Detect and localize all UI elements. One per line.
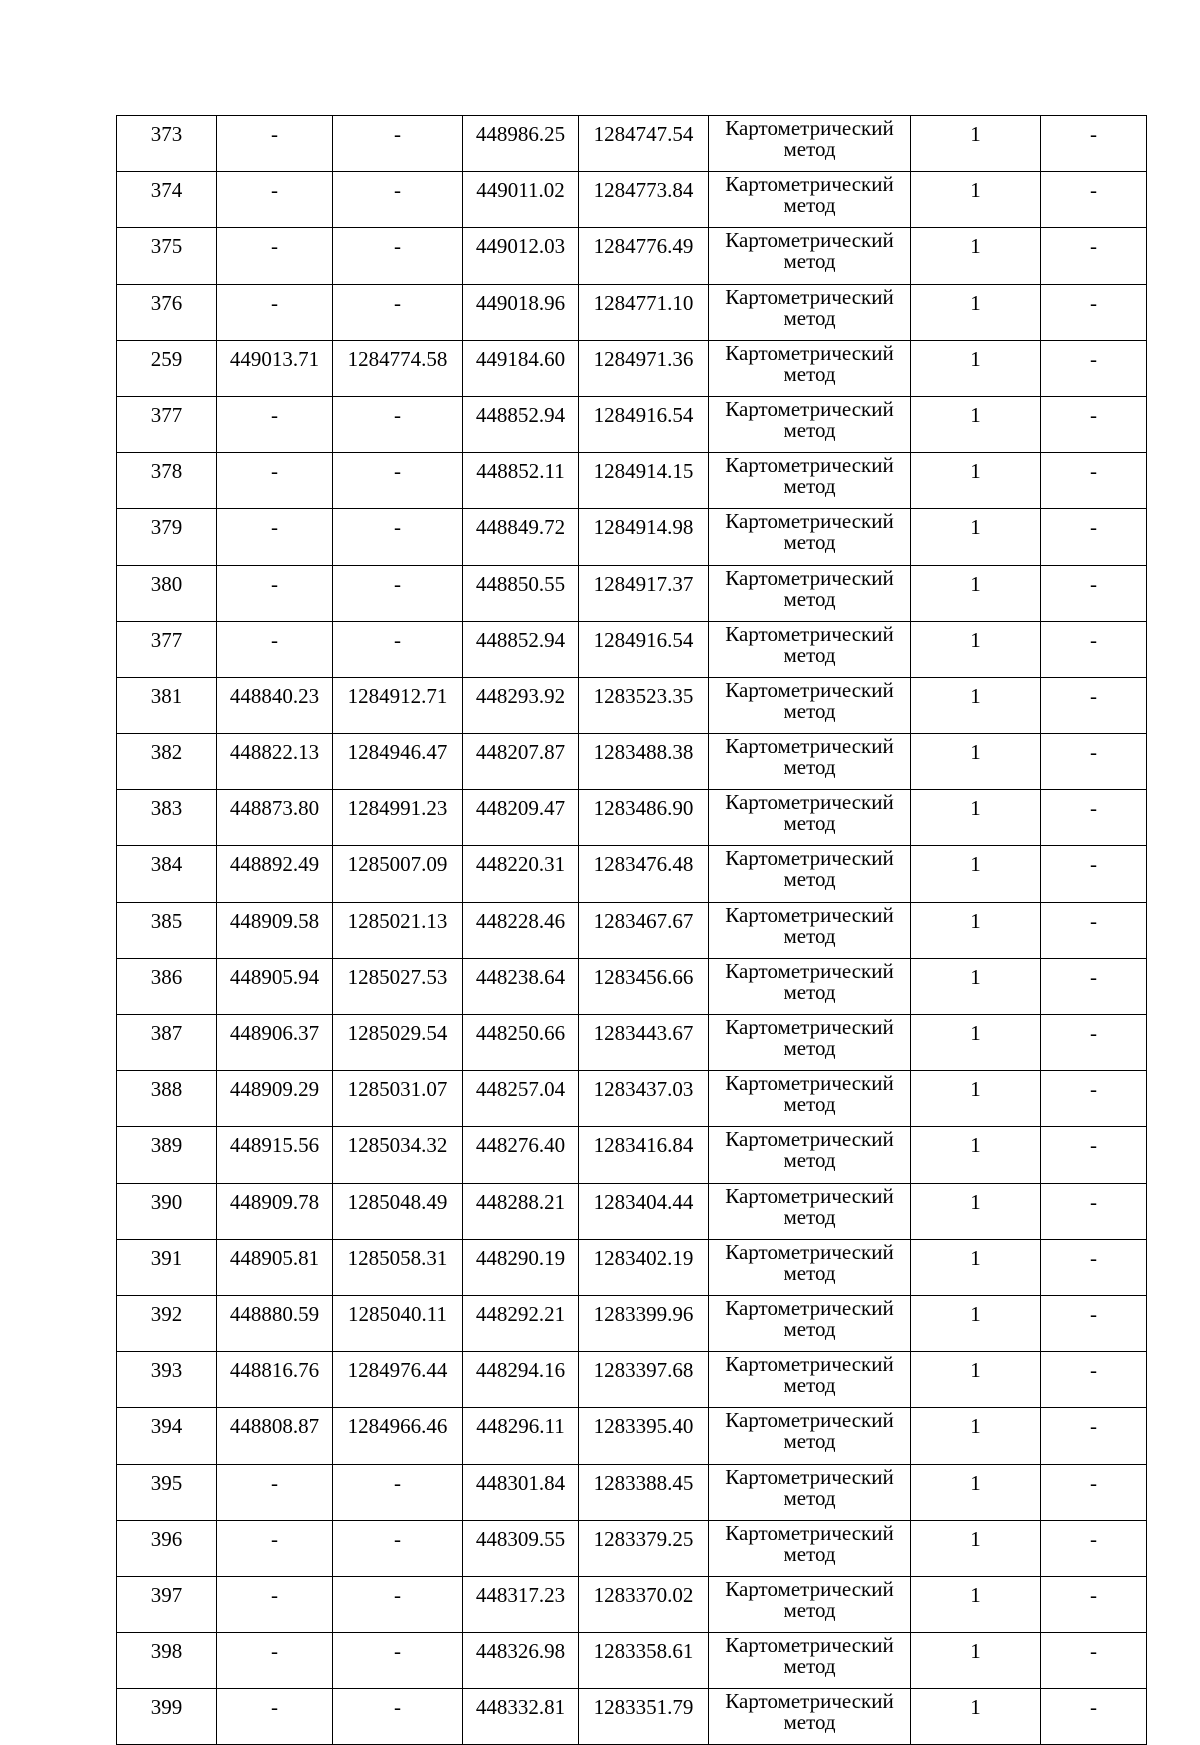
note-cell: - <box>1041 902 1147 958</box>
old-y-cell: - <box>333 116 463 172</box>
new-y-cell: 1284776.49 <box>579 228 709 284</box>
old-x-cell: - <box>217 172 333 228</box>
table-row <box>117 734 1147 790</box>
new-y-cell: 1284914.15 <box>579 453 709 509</box>
old-x-cell: - <box>217 509 333 565</box>
new-y-cell: 1284771.10 <box>579 284 709 340</box>
new-x-cell: 448296.11 <box>463 1408 579 1464</box>
method-cell: Картометрический метод <box>709 1071 911 1127</box>
new-x-cell: 448326.98 <box>463 1633 579 1689</box>
old-x-cell: - <box>217 1576 333 1632</box>
table-row <box>117 1633 1147 1689</box>
old-x-cell: - <box>217 396 333 452</box>
table-row <box>117 1127 1147 1183</box>
table-row <box>117 1071 1147 1127</box>
table-row <box>117 565 1147 621</box>
new-y-cell: 1283399.96 <box>579 1295 709 1351</box>
old-y-cell: 1284976.44 <box>333 1352 463 1408</box>
point-number-cell: 384 <box>117 846 217 902</box>
precision-cell: 1 <box>911 1015 1041 1071</box>
old-y-cell: 1284966.46 <box>333 1408 463 1464</box>
new-y-cell: 1284917.37 <box>579 565 709 621</box>
old-x-cell: 448880.59 <box>217 1295 333 1351</box>
method-cell: Картометрический метод <box>709 790 911 846</box>
new-x-cell: 448850.55 <box>463 565 579 621</box>
point-number-cell: 374 <box>117 172 217 228</box>
new-x-cell: 448852.11 <box>463 453 579 509</box>
table-body <box>117 116 1147 1745</box>
point-number-cell: 377 <box>117 396 217 452</box>
precision-cell: 1 <box>911 1352 1041 1408</box>
old-x-cell: 448808.87 <box>217 1408 333 1464</box>
old-y-cell: 1285048.49 <box>333 1183 463 1239</box>
method-cell: Картометрический метод <box>709 1352 911 1408</box>
old-y-cell: - <box>333 509 463 565</box>
point-number-cell: 389 <box>117 1127 217 1183</box>
new-y-cell: 1283437.03 <box>579 1071 709 1127</box>
note-cell: - <box>1041 1127 1147 1183</box>
new-y-cell: 1284971.36 <box>579 340 709 396</box>
note-cell: - <box>1041 790 1147 846</box>
old-x-cell: 448906.37 <box>217 1015 333 1071</box>
note-cell: - <box>1041 734 1147 790</box>
method-cell: Картометрический метод <box>709 677 911 733</box>
new-x-cell: 448288.21 <box>463 1183 579 1239</box>
note-cell: - <box>1041 1576 1147 1632</box>
point-number-cell: 379 <box>117 509 217 565</box>
old-y-cell: 1285031.07 <box>333 1071 463 1127</box>
old-y-cell: - <box>333 228 463 284</box>
note-cell: - <box>1041 1071 1147 1127</box>
table-row <box>117 1352 1147 1408</box>
method-cell: Картометрический метод <box>709 621 911 677</box>
old-x-cell: 448892.49 <box>217 846 333 902</box>
precision-cell: 1 <box>911 396 1041 452</box>
new-y-cell: 1283476.48 <box>579 846 709 902</box>
old-y-cell: 1284774.58 <box>333 340 463 396</box>
precision-cell: 1 <box>911 116 1041 172</box>
new-x-cell: 448228.46 <box>463 902 579 958</box>
precision-cell: 1 <box>911 621 1041 677</box>
point-number-cell: 391 <box>117 1239 217 1295</box>
old-x-cell: - <box>217 116 333 172</box>
old-x-cell: - <box>217 621 333 677</box>
note-cell: - <box>1041 284 1147 340</box>
note-cell: - <box>1041 1015 1147 1071</box>
new-x-cell: 448849.72 <box>463 509 579 565</box>
precision-cell: 1 <box>911 284 1041 340</box>
old-x-cell: - <box>217 284 333 340</box>
precision-cell: 1 <box>911 1239 1041 1295</box>
point-number-cell: 397 <box>117 1576 217 1632</box>
point-number-cell: 381 <box>117 677 217 733</box>
new-y-cell: 1284773.84 <box>579 172 709 228</box>
new-y-cell: 1283397.68 <box>579 1352 709 1408</box>
precision-cell: 1 <box>911 1689 1041 1745</box>
new-x-cell: 448209.47 <box>463 790 579 846</box>
point-number-cell: 386 <box>117 958 217 1014</box>
old-y-cell: 1284946.47 <box>333 734 463 790</box>
point-number-cell: 382 <box>117 734 217 790</box>
note-cell: - <box>1041 1464 1147 1520</box>
old-y-cell: - <box>333 1576 463 1632</box>
point-number-cell: 399 <box>117 1689 217 1745</box>
new-x-cell: 449184.60 <box>463 340 579 396</box>
precision-cell: 1 <box>911 1408 1041 1464</box>
precision-cell: 1 <box>911 340 1041 396</box>
new-y-cell: 1283395.40 <box>579 1408 709 1464</box>
table-row <box>117 1408 1147 1464</box>
table-row <box>117 621 1147 677</box>
old-x-cell: - <box>217 228 333 284</box>
new-y-cell: 1283358.61 <box>579 1633 709 1689</box>
old-y-cell: - <box>333 396 463 452</box>
method-cell: Картометрический метод <box>709 1633 911 1689</box>
table-row <box>117 396 1147 452</box>
new-x-cell: 448250.66 <box>463 1015 579 1071</box>
precision-cell: 1 <box>911 846 1041 902</box>
point-number-cell: 398 <box>117 1633 217 1689</box>
old-y-cell: 1285034.32 <box>333 1127 463 1183</box>
method-cell: Картометрический метод <box>709 1464 911 1520</box>
point-number-cell: 377 <box>117 621 217 677</box>
old-y-cell: 1285040.11 <box>333 1295 463 1351</box>
precision-cell: 1 <box>911 1520 1041 1576</box>
note-cell: - <box>1041 116 1147 172</box>
new-x-cell: 448309.55 <box>463 1520 579 1576</box>
table-row <box>117 790 1147 846</box>
old-y-cell: - <box>333 1464 463 1520</box>
old-x-cell: 448822.13 <box>217 734 333 790</box>
new-y-cell: 1283379.25 <box>579 1520 709 1576</box>
precision-cell: 1 <box>911 453 1041 509</box>
old-x-cell: 448909.29 <box>217 1071 333 1127</box>
method-cell: Картометрический метод <box>709 172 911 228</box>
old-x-cell: - <box>217 1464 333 1520</box>
old-x-cell: - <box>217 1633 333 1689</box>
coordinates-table <box>116 115 1147 1745</box>
precision-cell: 1 <box>911 1071 1041 1127</box>
table-row <box>117 902 1147 958</box>
precision-cell: 1 <box>911 1633 1041 1689</box>
method-cell: Картометрический метод <box>709 902 911 958</box>
method-cell: Картометрический метод <box>709 1239 911 1295</box>
old-y-cell: 1285027.53 <box>333 958 463 1014</box>
new-x-cell: 448238.64 <box>463 958 579 1014</box>
table-row <box>117 172 1147 228</box>
point-number-cell: 383 <box>117 790 217 846</box>
table-row <box>117 1183 1147 1239</box>
note-cell: - <box>1041 677 1147 733</box>
note-cell: - <box>1041 1408 1147 1464</box>
table-row <box>117 509 1147 565</box>
new-x-cell: 448290.19 <box>463 1239 579 1295</box>
method-cell: Картометрический метод <box>709 958 911 1014</box>
precision-cell: 1 <box>911 1127 1041 1183</box>
point-number-cell: 396 <box>117 1520 217 1576</box>
point-number-cell: 375 <box>117 228 217 284</box>
old-y-cell: - <box>333 172 463 228</box>
precision-cell: 1 <box>911 902 1041 958</box>
table-row <box>117 1295 1147 1351</box>
new-x-cell: 448276.40 <box>463 1127 579 1183</box>
new-x-cell: 448220.31 <box>463 846 579 902</box>
old-y-cell: 1285058.31 <box>333 1239 463 1295</box>
precision-cell: 1 <box>911 1464 1041 1520</box>
table-row <box>117 1464 1147 1520</box>
precision-cell: 1 <box>911 734 1041 790</box>
new-x-cell: 448257.04 <box>463 1071 579 1127</box>
method-cell: Картометрический метод <box>709 1295 911 1351</box>
method-cell: Картометрический метод <box>709 734 911 790</box>
new-y-cell: 1284747.54 <box>579 116 709 172</box>
point-number-cell: 259 <box>117 340 217 396</box>
note-cell: - <box>1041 1633 1147 1689</box>
point-number-cell: 390 <box>117 1183 217 1239</box>
old-y-cell: - <box>333 284 463 340</box>
old-x-cell: 448909.58 <box>217 902 333 958</box>
table-row <box>117 1520 1147 1576</box>
old-y-cell: 1285007.09 <box>333 846 463 902</box>
precision-cell: 1 <box>911 509 1041 565</box>
precision-cell: 1 <box>911 228 1041 284</box>
table-row <box>117 340 1147 396</box>
new-y-cell: 1284914.98 <box>579 509 709 565</box>
new-x-cell: 448986.25 <box>463 116 579 172</box>
table-row <box>117 846 1147 902</box>
note-cell: - <box>1041 621 1147 677</box>
point-number-cell: 373 <box>117 116 217 172</box>
note-cell: - <box>1041 340 1147 396</box>
old-y-cell: 1284991.23 <box>333 790 463 846</box>
note-cell: - <box>1041 846 1147 902</box>
method-cell: Картометрический метод <box>709 1183 911 1239</box>
old-x-cell: 448840.23 <box>217 677 333 733</box>
new-y-cell: 1283351.79 <box>579 1689 709 1745</box>
note-cell: - <box>1041 565 1147 621</box>
method-cell: Картометрический метод <box>709 1127 911 1183</box>
new-x-cell: 449012.03 <box>463 228 579 284</box>
table-row <box>117 1239 1147 1295</box>
point-number-cell: 376 <box>117 284 217 340</box>
point-number-cell: 392 <box>117 1295 217 1351</box>
new-y-cell: 1283443.67 <box>579 1015 709 1071</box>
note-cell: - <box>1041 509 1147 565</box>
new-x-cell: 448332.81 <box>463 1689 579 1745</box>
new-y-cell: 1283402.19 <box>579 1239 709 1295</box>
new-x-cell: 448294.16 <box>463 1352 579 1408</box>
precision-cell: 1 <box>911 565 1041 621</box>
old-y-cell: - <box>333 1633 463 1689</box>
precision-cell: 1 <box>911 1576 1041 1632</box>
point-number-cell: 385 <box>117 902 217 958</box>
old-x-cell: 448905.94 <box>217 958 333 1014</box>
new-x-cell: 449018.96 <box>463 284 579 340</box>
old-y-cell: - <box>333 1689 463 1745</box>
old-y-cell: - <box>333 453 463 509</box>
note-cell: - <box>1041 1689 1147 1745</box>
method-cell: Картометрический метод <box>709 453 911 509</box>
point-number-cell: 388 <box>117 1071 217 1127</box>
point-number-cell: 393 <box>117 1352 217 1408</box>
note-cell: - <box>1041 453 1147 509</box>
method-cell: Картометрический метод <box>709 846 911 902</box>
old-y-cell: - <box>333 1520 463 1576</box>
old-x-cell: - <box>217 453 333 509</box>
note-cell: - <box>1041 958 1147 1014</box>
method-cell: Картометрический метод <box>709 284 911 340</box>
method-cell: Картометрический метод <box>709 1689 911 1745</box>
new-y-cell: 1283488.38 <box>579 734 709 790</box>
table-row <box>117 1576 1147 1632</box>
new-x-cell: 448293.92 <box>463 677 579 733</box>
note-cell: - <box>1041 1352 1147 1408</box>
method-cell: Картометрический метод <box>709 1015 911 1071</box>
table-row <box>117 1015 1147 1071</box>
method-cell: Картометрический метод <box>709 509 911 565</box>
precision-cell: 1 <box>911 172 1041 228</box>
table-row <box>117 1689 1147 1745</box>
note-cell: - <box>1041 396 1147 452</box>
old-x-cell: 449013.71 <box>217 340 333 396</box>
new-x-cell: 448301.84 <box>463 1464 579 1520</box>
method-cell: Картометрический метод <box>709 1520 911 1576</box>
note-cell: - <box>1041 172 1147 228</box>
method-cell: Картометрический метод <box>709 396 911 452</box>
old-x-cell: - <box>217 1520 333 1576</box>
new-y-cell: 1284916.54 <box>579 396 709 452</box>
old-x-cell: 448816.76 <box>217 1352 333 1408</box>
old-y-cell: 1285029.54 <box>333 1015 463 1071</box>
method-cell: Картометрический метод <box>709 228 911 284</box>
method-cell: Картометрический метод <box>709 565 911 621</box>
precision-cell: 1 <box>911 677 1041 733</box>
method-cell: Картометрический метод <box>709 116 911 172</box>
new-y-cell: 1283370.02 <box>579 1576 709 1632</box>
table-row <box>117 228 1147 284</box>
precision-cell: 1 <box>911 1295 1041 1351</box>
new-y-cell: 1283467.67 <box>579 902 709 958</box>
table-row <box>117 284 1147 340</box>
point-number-cell: 380 <box>117 565 217 621</box>
point-number-cell: 394 <box>117 1408 217 1464</box>
old-y-cell: - <box>333 565 463 621</box>
old-y-cell: - <box>333 621 463 677</box>
old-y-cell: 1284912.71 <box>333 677 463 733</box>
note-cell: - <box>1041 1295 1147 1351</box>
note-cell: - <box>1041 228 1147 284</box>
new-x-cell: 448292.21 <box>463 1295 579 1351</box>
new-x-cell: 448207.87 <box>463 734 579 790</box>
old-x-cell: 448905.81 <box>217 1239 333 1295</box>
table-row <box>117 677 1147 733</box>
new-y-cell: 1283416.84 <box>579 1127 709 1183</box>
old-x-cell: - <box>217 565 333 621</box>
old-x-cell: 448873.80 <box>217 790 333 846</box>
precision-cell: 1 <box>911 958 1041 1014</box>
note-cell: - <box>1041 1183 1147 1239</box>
method-cell: Картометрический метод <box>709 1576 911 1632</box>
precision-cell: 1 <box>911 790 1041 846</box>
precision-cell: 1 <box>911 1183 1041 1239</box>
table-row <box>117 958 1147 1014</box>
old-x-cell: 448909.78 <box>217 1183 333 1239</box>
old-y-cell: 1285021.13 <box>333 902 463 958</box>
new-y-cell: 1283404.44 <box>579 1183 709 1239</box>
table-row <box>117 453 1147 509</box>
old-x-cell: 448915.56 <box>217 1127 333 1183</box>
table-row <box>117 116 1147 172</box>
note-cell: - <box>1041 1239 1147 1295</box>
new-y-cell: 1284916.54 <box>579 621 709 677</box>
new-x-cell: 448317.23 <box>463 1576 579 1632</box>
method-cell: Картометрический метод <box>709 340 911 396</box>
new-x-cell: 448852.94 <box>463 621 579 677</box>
point-number-cell: 378 <box>117 453 217 509</box>
old-x-cell: - <box>217 1689 333 1745</box>
new-y-cell: 1283486.90 <box>579 790 709 846</box>
note-cell: - <box>1041 1520 1147 1576</box>
new-x-cell: 448852.94 <box>463 396 579 452</box>
point-number-cell: 395 <box>117 1464 217 1520</box>
new-y-cell: 1283388.45 <box>579 1464 709 1520</box>
point-number-cell: 387 <box>117 1015 217 1071</box>
method-cell: Картометрический метод <box>709 1408 911 1464</box>
new-y-cell: 1283456.66 <box>579 958 709 1014</box>
new-x-cell: 449011.02 <box>463 172 579 228</box>
new-y-cell: 1283523.35 <box>579 677 709 733</box>
